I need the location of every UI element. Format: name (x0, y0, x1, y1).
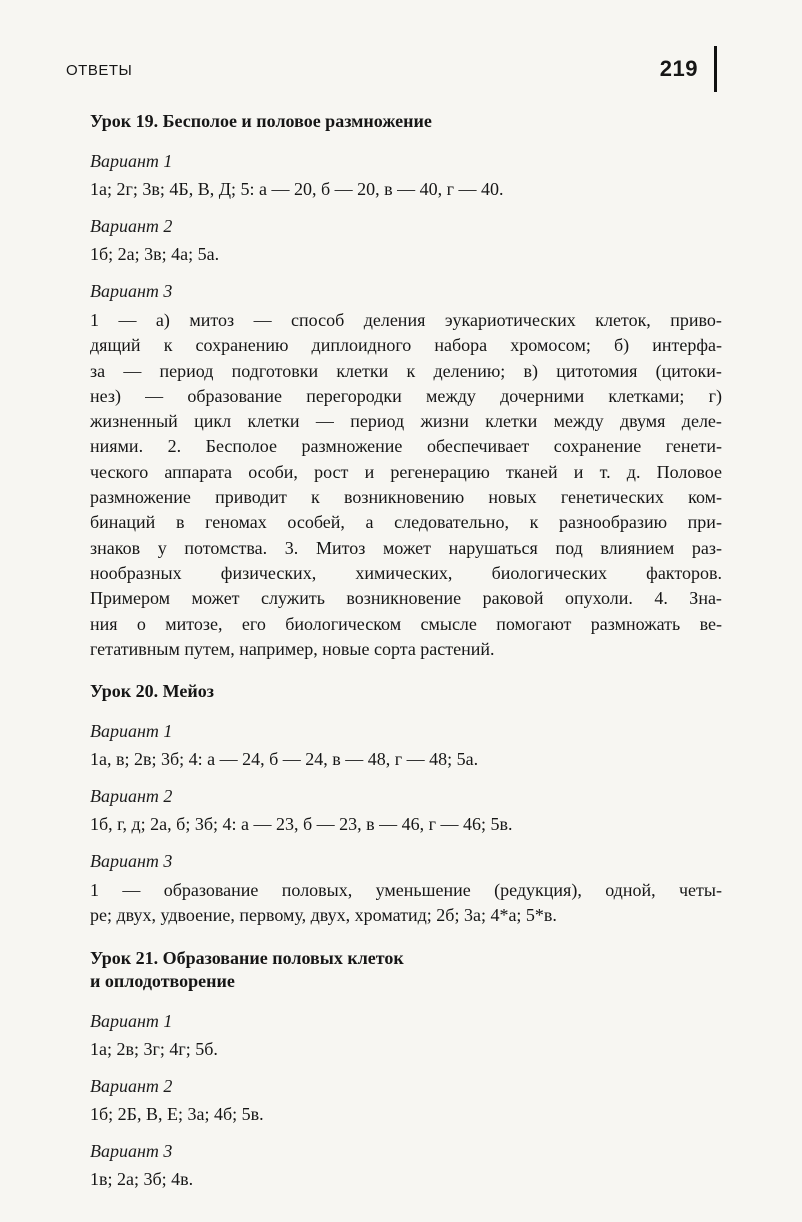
answer-line (90, 333, 722, 358)
page-number: 219 (659, 56, 698, 81)
word: — (253, 310, 272, 330)
word: знаков (90, 537, 141, 558)
word: нез) (90, 385, 121, 406)
word: уменьшение (375, 880, 471, 901)
word: четы- (678, 880, 722, 901)
word: жизненный (90, 411, 178, 432)
answer-line: ре; двух, удвоение, первому, двух, хроматид; 2б; 3а; 4*а; 5*в. (90, 905, 557, 926)
word: к (529, 512, 539, 533)
lesson-20-variant-3-label: Вариант 3 (90, 851, 173, 872)
word: Митоз (315, 537, 366, 558)
word: митоз (189, 310, 235, 330)
word: — (122, 880, 141, 901)
word: клеток, (595, 310, 651, 330)
lesson-21-title-line-2: и оплодотворение (90, 970, 235, 991)
word: 2. (167, 436, 182, 457)
word: — (145, 385, 164, 406)
word: тканей (506, 461, 558, 482)
answer-line (90, 308, 722, 333)
lesson-21-title-line-1: Урок 21. Образование половых клеток (90, 947, 404, 968)
answer-line (90, 359, 722, 384)
lesson-19-variant-1-answer: 1а; 2г; 3в; 4Б, В, Д; 5: а — 20, б — 20, в — 40, г — 40. (90, 179, 504, 199)
word: а) (155, 310, 170, 330)
word: размножение (301, 436, 403, 457)
word: способ (291, 310, 345, 330)
word: генетических (560, 487, 664, 508)
answer-line (90, 510, 722, 535)
word: аппарата (164, 461, 233, 482)
lesson-21-variant-3-label: Вариант 3 (90, 1140, 173, 1161)
word: и (573, 461, 584, 482)
word: дящий (90, 335, 141, 356)
lesson-20-variant-1-answer: 1а, в; 2в; 3б; 4: а — 24, б — 24, в — 48, г — 48; 5а. (90, 749, 479, 770)
word: половых, (281, 880, 353, 901)
word: (редукция), (494, 880, 582, 901)
word: регенерацию (390, 461, 490, 482)
answer-line (90, 612, 722, 637)
answers-content (90, 110, 722, 1206)
word: размножать (590, 613, 681, 634)
word: 4. (654, 588, 668, 609)
word: обеспечивает (426, 436, 530, 457)
word: сохранению (195, 335, 289, 356)
word: влиянием (600, 537, 675, 558)
word: 1 (90, 880, 99, 901)
word: особей, (287, 512, 345, 533)
word: размножение (90, 487, 191, 508)
lesson-21-variant-2-answer: 1б; 2Б, В, Е; 3а; 4б; 5в. (90, 1103, 264, 1124)
answer-line (90, 434, 722, 459)
word: факторов. (646, 562, 722, 583)
word: приводит (215, 487, 287, 508)
word: дочерними (500, 385, 585, 406)
word: деле- (681, 411, 722, 432)
word: набора (434, 335, 488, 356)
word: смысле (420, 613, 477, 634)
word: клетками; (608, 385, 685, 406)
word: следовательно, (394, 512, 509, 533)
word: бинаций (90, 512, 156, 533)
lesson-21-title (90, 947, 722, 993)
answer-line (90, 409, 722, 434)
word: о (136, 613, 146, 634)
word: клетки (485, 411, 538, 432)
answer-line (90, 384, 722, 409)
lesson-20-variant-2-label: Вариант 2 (90, 786, 173, 807)
word: химических, (355, 562, 453, 583)
lesson-20-section (90, 680, 722, 929)
word: помогают (496, 613, 572, 634)
lesson-20-variant-2-answer: 1б, г, д; 2а, б; 3б; 4: а — 23, б — 23, в — 46, г — 46; 5в. (90, 814, 513, 835)
word: ческого (90, 461, 149, 482)
lesson-19-variant-1-label: Вариант 1 (90, 151, 173, 171)
word: новых (488, 487, 537, 508)
word: период (159, 360, 214, 381)
word: интерфа- (652, 335, 722, 356)
word: опухоли. (565, 588, 633, 609)
word: хромосом; (510, 335, 591, 356)
word: раз- (691, 537, 722, 558)
lesson-19-variant-2-label: Вариант 2 (90, 216, 173, 236)
word: к (311, 487, 320, 508)
word: к (163, 335, 173, 356)
word: жизни (420, 411, 469, 432)
word: в (175, 512, 185, 533)
word: двумя (619, 411, 666, 432)
word: деления (363, 310, 426, 330)
lesson-21-variant-1-label: Вариант 1 (90, 1010, 173, 1031)
word: раковой (482, 588, 544, 609)
word: диплоидного (311, 335, 412, 356)
word: клетки (336, 360, 389, 381)
answer-line (90, 586, 722, 611)
word: между (553, 411, 604, 432)
word: разнообразию (558, 512, 668, 533)
word: биологическом (285, 613, 402, 634)
word: перегородки (306, 385, 402, 406)
word: ния (90, 613, 118, 634)
answer-line (90, 460, 722, 485)
word: образование (187, 385, 282, 406)
word: 1 (90, 310, 99, 330)
word: за (90, 360, 106, 381)
word: период (350, 411, 405, 432)
word: физических, (220, 562, 317, 583)
word: т. (599, 461, 611, 482)
word: геномах (205, 512, 267, 533)
word: может (191, 588, 240, 609)
word: Зна- (689, 588, 722, 609)
header-rule (714, 46, 717, 92)
word: Примером (90, 588, 171, 609)
answer-line (90, 561, 722, 586)
word: клетки (247, 411, 300, 432)
lesson-21-section (90, 947, 722, 1190)
answer-line (90, 878, 722, 903)
word: потомства. (184, 537, 268, 558)
word: сохранение (553, 436, 642, 457)
word: при- (687, 512, 722, 533)
word: ве- (699, 613, 722, 634)
lesson-19-variant-2-answer: 1б; 2а; 3в; 4а; 5а. (90, 244, 220, 264)
answer-line: гетативным путем, например, новые сорта растений. (90, 638, 495, 659)
word: в) (523, 360, 538, 381)
word: подготовки (231, 360, 319, 381)
word: 3. (284, 537, 299, 558)
word: возникновению (343, 487, 465, 508)
word: рост (314, 461, 349, 482)
word: (цитоки- (655, 360, 722, 381)
lesson-19-variant-3-label: Вариант 3 (90, 281, 173, 301)
lesson-19-title: Урок 19. Бесполое и половое размножение (90, 111, 432, 131)
word: Бесполое (205, 436, 277, 457)
running-head: ОТВЕТЫ (66, 62, 133, 79)
word: образование (163, 880, 259, 901)
word: а (365, 512, 374, 533)
word: цикл (194, 411, 232, 432)
word: может (383, 537, 431, 558)
word: служить (261, 588, 325, 609)
word: митозе, (165, 613, 223, 634)
lesson-21-variant-2-label: Вариант 2 (90, 1075, 173, 1096)
word: ниями. (90, 436, 144, 457)
lesson-20-variant-1-label: Вариант 1 (90, 721, 173, 742)
lesson-20-variant-3-answer (90, 878, 722, 929)
word: — (315, 411, 334, 432)
word: приво- (670, 310, 722, 330)
word: нарушаться (448, 537, 538, 558)
word: к (406, 360, 416, 381)
word: б) (613, 335, 630, 356)
word: особи, (248, 461, 298, 482)
lesson-20-title: Урок 20. Мейоз (90, 681, 214, 702)
word: — (118, 310, 137, 330)
word: г) (708, 385, 722, 406)
word: генети- (665, 436, 722, 457)
word: у (157, 537, 167, 558)
word: его (241, 613, 266, 634)
word: цитотомия (556, 360, 638, 381)
word: делению; (433, 360, 506, 381)
word: под (555, 537, 583, 558)
word: между (425, 385, 476, 406)
word: Половое (656, 461, 722, 482)
word: ком- (688, 487, 722, 508)
word: возникновение (346, 588, 462, 609)
word: д. (626, 461, 641, 482)
word: — (123, 360, 142, 381)
lesson-19-variant-3-answer (90, 308, 722, 662)
lesson-21-variant-3-answer: 1в; 2а; 3б; 4в. (90, 1168, 194, 1189)
answer-line (90, 536, 722, 561)
word: биологических (491, 562, 607, 583)
lesson-19-section (90, 110, 722, 662)
lesson-21-variant-1-answer: 1а; 2в; 3г; 4г; 5б. (90, 1038, 218, 1059)
answer-line (90, 485, 722, 510)
word: и (364, 461, 375, 482)
word: эукариотических (444, 310, 576, 330)
word: нообразных (90, 562, 182, 583)
word: одной, (605, 880, 656, 901)
